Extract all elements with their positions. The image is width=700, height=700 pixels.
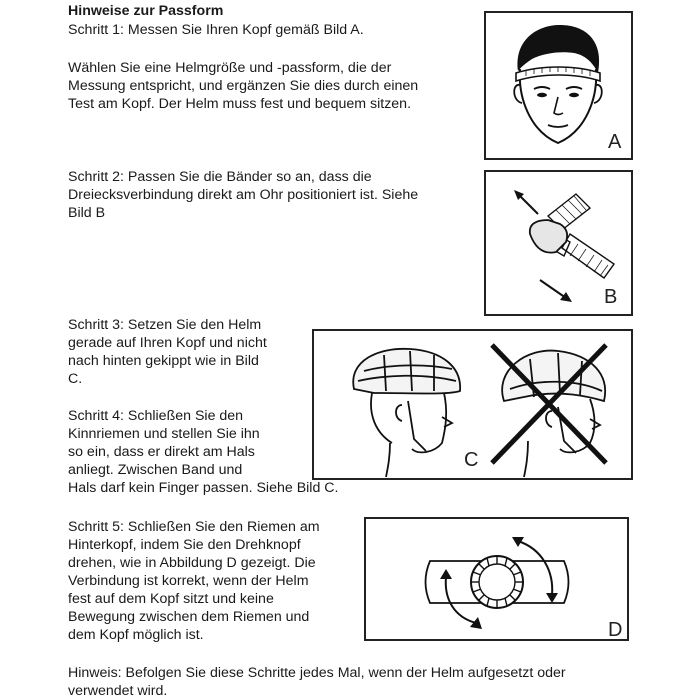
fit-paragraph-line: Messung entspricht, und ergänzen Sie dies durch einen — [68, 78, 419, 94]
figure-b-label: B — [604, 286, 618, 308]
fit-paragraph-line: Test am Kopf. Der Helm muss fest und bequem sitzen. — [68, 96, 412, 112]
fit-paragraph-line: Wählen Sie eine Helmgröße und -passform, die der — [68, 60, 392, 76]
step1-text — [68, 21, 364, 39]
step5-line: drehen, wie in Abbildung D gezeigt. Die — [68, 555, 316, 571]
step4-line: Schritt 4: Schließen Sie den — [68, 408, 244, 424]
note-line: verwendet wird. — [68, 683, 168, 699]
note-text — [68, 664, 566, 700]
fit-paragraph — [68, 59, 418, 113]
figure-d-label: D — [608, 619, 623, 641]
step5-line: Hinterkopf, indem Sie den Drehknopf — [68, 537, 301, 553]
step3-line: nach hinten gekippt wie in Bild — [68, 353, 259, 369]
figure-a-label: A — [608, 131, 622, 153]
step2-line: Schritt 2: Passen Sie die Bänder so an, dass die — [68, 169, 372, 185]
rotary-dial-illustration — [366, 519, 627, 639]
step2-text — [68, 168, 418, 222]
step1-line: Schritt 1: Messen Sie Ihren Kopf gemäß Bild A. — [68, 22, 364, 38]
step3-text — [68, 316, 267, 388]
figure-d — [364, 517, 629, 641]
step4-text — [68, 407, 338, 497]
step5-text — [68, 518, 320, 644]
step5-line: dem Kopf möglich ist. — [68, 627, 204, 643]
figure-b — [484, 170, 633, 316]
step5-line: fest auf dem Kopf sitzt und keine — [68, 591, 274, 607]
step4-line: Hals darf kein Finger passen. Siehe Bild C. — [68, 480, 339, 496]
correct-helmet-icon — [353, 349, 460, 477]
figure-c — [312, 329, 633, 480]
step5-line: Bewegung zwischen dem Riemen und — [68, 609, 310, 625]
page-title: Hinweise zur Passform — [68, 3, 224, 19]
step3-line: gerade auf Ihren Kopf und nicht — [68, 335, 267, 351]
step4-line: Kinnriemen und stellen Sie ihn — [68, 426, 260, 442]
step2-line: Dreiecksverbindung direkt am Ohr positioniert ist. Siehe — [68, 187, 419, 203]
step3-line: C. — [68, 371, 83, 387]
note-line: Hinweis: Befolgen Sie diese Schritte jedes Mal, wenn der Helm aufgesetzt oder — [68, 665, 566, 681]
step5-line: Verbindung ist korrekt, wenn der Helm — [68, 573, 309, 589]
step3-line: Schritt 3: Setzen Sie den Helm — [68, 317, 262, 333]
figure-a — [484, 11, 633, 160]
step4-line: anliegt. Zwischen Band und — [68, 462, 243, 478]
step4-line: so ein, dass er direkt am Hals — [68, 444, 255, 460]
step2-line: Bild B — [68, 205, 106, 221]
figure-c-label: C — [464, 449, 479, 471]
step5-line: Schritt 5: Schließen Sie den Riemen am — [68, 519, 320, 535]
